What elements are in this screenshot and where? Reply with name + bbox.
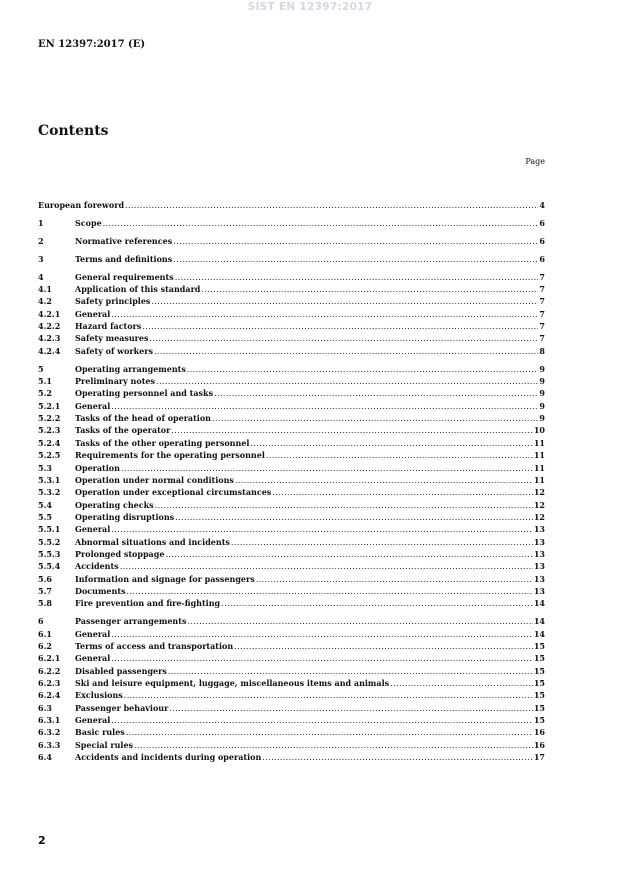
- toc-entry-title: General: [75, 400, 111, 411]
- toc-entry-number: 6.2.4: [38, 690, 61, 701]
- toc-leader-dots: [187, 364, 539, 376]
- toc-entry-page: 9: [539, 400, 545, 411]
- toc-entry-number: 5.2.4: [38, 437, 61, 448]
- toc-entry[interactable]: [38, 283, 545, 295]
- toc-entry-title: General: [75, 524, 111, 535]
- toc-entry-title: Requirements for the operating personnel: [75, 450, 265, 461]
- toc-entry[interactable]: [38, 628, 545, 640]
- toc-entry[interactable]: [38, 424, 545, 436]
- toc-entry-page: 16: [533, 739, 545, 750]
- toc-entry-number: 4.2.2: [38, 321, 61, 332]
- toc-entry-number: 5.5.4: [38, 561, 61, 572]
- toc-entry-page: 7: [539, 284, 545, 295]
- toc-leader-dots: [201, 284, 538, 296]
- toc-leader-dots: [156, 376, 538, 388]
- toc-entry-title: Ski and leisure equipment, luggage, miscellaneous items and animals: [75, 677, 390, 688]
- toc-entry-number: 5.3.2: [38, 487, 61, 498]
- toc-entry[interactable]: [38, 677, 545, 689]
- toc-leader-dots: [272, 487, 533, 499]
- toc-entry-page: 17: [533, 752, 545, 762]
- toc-entry-title: General: [75, 308, 111, 319]
- toc-entry-page: 15: [533, 677, 545, 688]
- toc-entry-number: 6: [38, 616, 44, 627]
- toc-entry-page: 7: [539, 296, 545, 307]
- toc-leader-dots: [151, 296, 538, 308]
- contents-heading: Contents: [38, 123, 109, 139]
- toc-leader-dots: [235, 475, 533, 487]
- toc-leader-dots: [125, 200, 538, 212]
- toc-entry-title: Safety of workers: [75, 345, 153, 356]
- toc-entry[interactable]: [38, 640, 545, 652]
- toc-entry[interactable]: [38, 536, 545, 548]
- toc-entry-number: 5.8: [38, 598, 52, 609]
- toc-entry-number: 6.1: [38, 628, 52, 639]
- toc-leader-dots: [154, 346, 538, 358]
- toc-leader-dots: [187, 616, 532, 628]
- toc-entry-number: 5.7: [38, 585, 52, 596]
- toc-entry-title: Passenger behaviour: [75, 702, 169, 713]
- toc-entry-title: Tasks of the operator: [75, 425, 171, 436]
- toc-entry[interactable]: [38, 689, 545, 701]
- toc-entry[interactable]: [38, 615, 545, 627]
- toc-entry-number: 5.2.3: [38, 425, 61, 436]
- toc-entry-title: Basic rules: [75, 727, 125, 738]
- toc-entry-number: 5.3: [38, 462, 52, 473]
- toc-entry[interactable]: [38, 363, 545, 375]
- toc-entry-number: 4.2.3: [38, 333, 61, 344]
- toc-leader-dots: [155, 500, 533, 512]
- toc-entry-title: Abnormal situations and incidents: [75, 536, 230, 547]
- toc-leader-dots: [124, 690, 533, 702]
- toc-entry-page: 8: [539, 345, 545, 356]
- toc-entry[interactable]: [38, 665, 545, 677]
- toc-entry-title: Application of this standard: [75, 284, 201, 295]
- toc-entry-page: 14: [533, 628, 545, 639]
- toc-entry-page: 15: [533, 653, 545, 664]
- toc-leader-dots: [142, 321, 538, 333]
- toc-leader-dots: [175, 272, 539, 284]
- toc-entry-number: 6.3: [38, 702, 52, 713]
- toc-leader-dots: [266, 450, 533, 462]
- toc-entry-title: General requirements: [75, 271, 174, 282]
- toc-entry-title: Normative references: [75, 235, 173, 246]
- toc-entry-number: 5: [38, 363, 44, 374]
- toc-entry-title: Operating checks: [75, 499, 154, 510]
- toc-entry[interactable]: [38, 726, 545, 738]
- toc-entry-page: 13: [533, 548, 545, 559]
- toc-entry[interactable]: [38, 345, 545, 357]
- toc-entry[interactable]: [38, 474, 545, 486]
- toc-entry[interactable]: [38, 739, 545, 751]
- toc-entry[interactable]: [38, 652, 545, 664]
- toc-entry-number: 5.6: [38, 573, 52, 584]
- toc-leader-dots: [262, 752, 533, 764]
- toc-entry-number: 2: [38, 235, 44, 246]
- toc-entry-number: 5.3.1: [38, 474, 61, 485]
- toc-leader-dots: [126, 727, 533, 739]
- toc-leader-dots: [173, 236, 538, 248]
- toc-entry[interactable]: [38, 308, 545, 320]
- toc-entry-number: 4: [38, 271, 44, 282]
- toc-entry-page: 14: [533, 598, 545, 609]
- toc-entry-title: Operation under normal conditions: [75, 474, 234, 485]
- toc-entry-number: 6.4: [38, 752, 52, 762]
- table-of-contents: [38, 199, 545, 763]
- toc-entry[interactable]: [38, 462, 545, 474]
- toc-entry-title: Preliminary notes: [75, 376, 155, 387]
- toc-entry-title: Documents: [75, 585, 126, 596]
- toc-entry-page: 13: [533, 561, 545, 572]
- toc-entry-title: Accidents: [75, 561, 119, 572]
- toc-entry-number: 5.2.2: [38, 413, 61, 424]
- toc-leader-dots: [150, 333, 539, 345]
- toc-entry-title: Accidents and incidents during operation: [75, 752, 262, 762]
- toc-entry[interactable]: [38, 271, 545, 283]
- toc-entry-page: 11: [533, 474, 545, 485]
- toc-entry-page: 10: [533, 425, 545, 436]
- toc-entry[interactable]: [38, 253, 545, 265]
- toc-entry-page: 6: [539, 235, 545, 246]
- toc-leader-dots: [103, 218, 539, 230]
- toc-entry-page: 11: [533, 450, 545, 461]
- toc-entry-title: General: [75, 628, 111, 639]
- toc-leader-dots: [234, 641, 533, 653]
- toc-entry-page: 11: [533, 462, 545, 473]
- toc-entry[interactable]: [38, 511, 545, 523]
- toc-entry-page: 12: [533, 487, 545, 498]
- toc-entry-title: Disabled passengers: [75, 665, 167, 676]
- toc-entry-page: 12: [533, 511, 545, 522]
- toc-entry-number: 5.2.5: [38, 450, 61, 461]
- toc-entry-page: 15: [533, 640, 545, 651]
- toc-entry-title: Safety measures: [75, 333, 149, 344]
- toc-entry[interactable]: [38, 560, 545, 572]
- toc-entry-title: Tasks of the other operating personnel: [75, 437, 250, 448]
- toc-leader-dots: [212, 413, 538, 425]
- toc-entry[interactable]: [38, 437, 545, 449]
- toc-entry[interactable]: [38, 751, 545, 763]
- toc-leader-dots: [169, 703, 533, 715]
- toc-entry-number: 4.1: [38, 284, 52, 295]
- toc-entry[interactable]: [38, 295, 545, 307]
- toc-entry-title: Tasks of the head of operation: [75, 413, 211, 424]
- toc-entry-number: 6.2.3: [38, 677, 61, 688]
- toc-entry[interactable]: [38, 375, 545, 387]
- toc-entry-title: General: [75, 653, 111, 664]
- toc-leader-dots: [173, 254, 538, 266]
- toc-entry-page: 16: [533, 727, 545, 738]
- toc-entry-page: 11: [533, 437, 545, 448]
- toc-entry[interactable]: [38, 449, 545, 461]
- toc-entry-number: 5.2: [38, 388, 52, 399]
- toc-entry-page: 14: [533, 616, 545, 627]
- toc-entry-page: 9: [539, 376, 545, 387]
- toc-entry[interactable]: [38, 235, 545, 247]
- toc-leader-dots: [214, 388, 538, 400]
- toc-leader-dots: [390, 678, 533, 690]
- toc-entry[interactable]: [38, 702, 545, 714]
- page-column-label: Page: [525, 157, 545, 166]
- toc-entry-number: 6.2.1: [38, 653, 61, 664]
- toc-entry-title: Passenger arrangements: [75, 616, 187, 627]
- document-id: EN 12397:2017 (E): [38, 39, 146, 50]
- toc-entry-number: 5.1: [38, 376, 52, 387]
- toc-entry[interactable]: [38, 199, 545, 211]
- toc-entry-page: 9: [539, 388, 545, 399]
- toc-entry-title: Hazard factors: [75, 321, 142, 332]
- toc-entry-number: 4.2.1: [38, 308, 61, 319]
- toc-entry-page: 13: [533, 585, 545, 596]
- toc-entry-title: Information and signage for passengers: [75, 573, 255, 584]
- toc-entry-number: 6.2: [38, 640, 52, 651]
- toc-entry-title: Terms of access and transportation: [75, 640, 234, 651]
- toc-entry-page: 15: [533, 714, 545, 725]
- toc-entry-page: 7: [539, 308, 545, 319]
- toc-entry-title: Special rules: [75, 739, 134, 750]
- toc-entry[interactable]: [38, 217, 545, 229]
- toc-entry-title: Prolonged stoppage: [75, 548, 165, 559]
- toc-entry-number: 5.5.2: [38, 536, 61, 547]
- toc-entry[interactable]: [38, 714, 545, 726]
- toc-entry-page: 13: [533, 524, 545, 535]
- toc-entry[interactable]: [38, 585, 545, 597]
- toc-leader-dots: [111, 653, 533, 665]
- toc-entry-number: 5.2.1: [38, 400, 61, 411]
- toc-entry-page: 9: [539, 363, 545, 374]
- toc-entry-title: Fire prevention and fire-fighting: [75, 598, 221, 609]
- toc-leader-dots: [221, 598, 533, 610]
- toc-entry-title: Operation: [75, 462, 120, 473]
- toc-leader-dots: [175, 512, 533, 524]
- toc-entry-page: 15: [533, 702, 545, 713]
- toc-entry-title: Exclusions: [75, 690, 123, 701]
- toc-entry-page: 12: [533, 499, 545, 510]
- toc-entry-title: Operation under exceptional circumstances: [75, 487, 272, 498]
- toc-entry[interactable]: [38, 387, 545, 399]
- toc-entry[interactable]: [38, 573, 545, 585]
- toc-entry-page: 7: [539, 321, 545, 332]
- toc-entry-number: 3: [38, 253, 44, 264]
- toc-entry[interactable]: [38, 486, 545, 498]
- toc-entry-number: 5.5: [38, 511, 52, 522]
- toc-entry-page: 6: [539, 253, 545, 264]
- toc-entry-number: 4.2: [38, 296, 52, 307]
- toc-entry-title: Scope: [75, 217, 102, 228]
- toc-entry-page: 15: [533, 690, 545, 701]
- toc-leader-dots: [231, 537, 533, 549]
- toc-entry-number: 6.3.1: [38, 714, 61, 725]
- toc-leader-dots: [250, 438, 532, 450]
- toc-entry-page: 7: [539, 271, 545, 282]
- toc-entry-number: 6.2.2: [38, 665, 61, 676]
- toc-leader-dots: [111, 309, 538, 321]
- toc-entry-number: 4.2.4: [38, 345, 61, 356]
- toc-entry[interactable]: [38, 597, 545, 609]
- toc-entry-title: Operating personnel and tasks: [75, 388, 214, 399]
- toc-entry-number: 5.5.1: [38, 524, 61, 535]
- toc-entry-number: 6.3.3: [38, 739, 61, 750]
- toc-entry-page: 6: [539, 217, 545, 228]
- toc-entry-number: 1: [38, 217, 44, 228]
- toc-entry-page: 4: [539, 200, 545, 210]
- toc-entry-title: European foreword: [38, 200, 125, 210]
- toc-entry-page: 13: [533, 536, 545, 547]
- toc-entry[interactable]: [38, 412, 545, 424]
- toc-entry-page: 9: [539, 413, 545, 424]
- toc-entry-page: 13: [533, 573, 545, 584]
- page-number: 2: [38, 834, 46, 847]
- toc-entry-number: 5.5.3: [38, 548, 61, 559]
- toc-entry-page: 15: [533, 665, 545, 676]
- toc-entry-number: 6.3.2: [38, 727, 61, 738]
- watermark: SIST EN 12397:2017: [247, 1, 373, 13]
- toc-entry[interactable]: [38, 332, 545, 344]
- toc-entry[interactable]: [38, 400, 545, 412]
- toc-entry-title: Operating arrangements: [75, 363, 186, 374]
- toc-entry-title: Safety principles: [75, 296, 151, 307]
- toc-leader-dots: [111, 715, 533, 727]
- toc-entry[interactable]: [38, 499, 545, 511]
- toc-entry-title: Operating disruptions: [75, 511, 175, 522]
- toc-entry-title: Terms and definitions: [75, 253, 173, 264]
- toc-entry-page: 7: [539, 333, 545, 344]
- toc-entry[interactable]: [38, 320, 545, 332]
- toc-leader-dots: [256, 574, 533, 586]
- toc-entry-number: 5.4: [38, 499, 52, 510]
- toc-entry-title: General: [75, 714, 111, 725]
- toc-entry[interactable]: [38, 548, 545, 560]
- toc-entry[interactable]: [38, 523, 545, 535]
- toc-leader-dots: [165, 549, 532, 561]
